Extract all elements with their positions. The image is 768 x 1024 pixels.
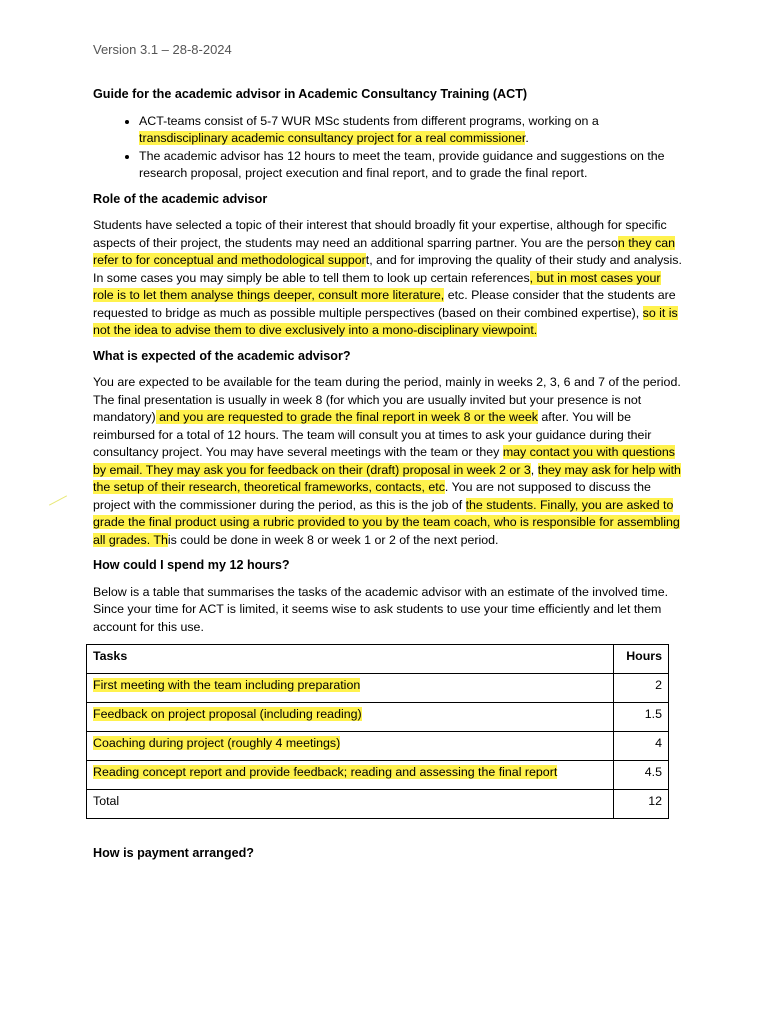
table-header-row [87, 645, 669, 674]
bullet-item: • ACT-teams consist of 5-7 WUR MSc students from different programs, working on a transdisciplinary academic consultancy project for a real commissioner. [139, 113, 683, 148]
document-title: Guide for the academic advisor in Academic Consultancy Training (ACT) [93, 87, 528, 101]
task-cell: First meeting with the team including preparation [87, 674, 614, 703]
tasks-table [86, 644, 669, 819]
table-row [87, 674, 669, 703]
section-heading-payment: How is payment arranged? [93, 846, 254, 860]
highlight: transdisciplinary academic consultancy project for a real commissioner [139, 131, 526, 145]
document-body [93, 86, 683, 872]
highlight: so it is not the idea to advise them to dive exclusively into a mono-disciplinary viewpoint. [93, 305, 678, 337]
highlight: they may ask for help with the setup of their research, theoretical frameworks, contacts, etc [93, 462, 681, 494]
table-row [87, 703, 669, 732]
section-heading-role: Role of the academic advisor [93, 191, 268, 206]
expected-paragraph: You are expected to be available for the team during the period, mainly in weeks 2, 3, 6 and 7 of the period. The final presentation is usually in week 8 (for which you are usually invited but your presence is not mandatory) and you are requested to grade the final report in week 8 or the week after. You will be reimbursed for a total of 12 hours. The team will consult you at times to ask your guidance during their consultancy project. You may have several meetings with the team or they may contact you with questions by email. They may ask you for feedback on their (draft) proposal in week 2 or 3, they may ask for help with the setup of their research, theoretical frameworks, contacts, etc. You are not supposed to discuss the project with the commissioner during the period, as this is the job of the students. Finally, you are asked to grade the final product using a rubric provided to you by the team coach, who is responsible for assembling all grades. This could be done in week 8 or week 1 or 2 of the next period. [93, 375, 681, 547]
highlight: the students. Finally, you are asked to grade the final product using a rubric provided to you by the team coach, who is responsible for assembling all grades. Th [93, 497, 680, 547]
hours-cell: 2 [614, 674, 669, 703]
section-heading-spend: How could I spend my 12 hours? [93, 558, 290, 572]
section-heading-expected: What is expected of the academic advisor? [93, 348, 351, 363]
spacer [93, 819, 683, 845]
hours-cell: 1.5 [614, 703, 669, 732]
total-hours-cell: 12 [614, 790, 669, 819]
intro-bullet-list [93, 113, 683, 183]
hours-cell: 4.5 [614, 761, 669, 790]
pen-mark [49, 495, 67, 505]
bullet-item: • The academic advisor has 12 hours to meet the team, provide guidance and suggestions on the research proposal, project execution and final report, and to grade the final report. [139, 148, 683, 183]
task-cell: Coaching during project (roughly 4 meetings) [87, 732, 614, 761]
table-row [87, 732, 669, 761]
column-header-hours: Hours [614, 645, 669, 674]
task-cell: Reading concept report and provide feedback; reading and assessing the final report [87, 761, 614, 790]
highlight: n they can refer to for conceptual and methodological suppor [93, 235, 676, 267]
total-label-cell: Total [87, 790, 614, 819]
spend-intro-paragraph: Below is a table that summarises the tasks of the academic advisor with an estimate of the involved time. Since your time for ACT is limited, it seems wise to ask students to use your time efficiently and let them account for this use. [93, 584, 669, 634]
highlight: , but in most cases your role is to let them analyse things deeper, consult more literature, [93, 270, 661, 302]
table-row [87, 761, 669, 790]
column-header-tasks: Tasks [87, 645, 614, 674]
table-total-row [87, 790, 669, 819]
highlight: may contact you with questions by email. They may ask you for feedback on their (draft) proposal in week 2 or 3 [93, 445, 675, 477]
highlight: and you are requested to grade the final report in week 8 or the week [155, 410, 538, 424]
hours-cell: 4 [614, 732, 669, 761]
role-paragraph: Students have selected a topic of their interest that should broadly fit your expertise, although for specific aspects of their project, the students may need an additional sparring partner. You are the person they can refer to for conceptual and methodological support, and for improving the quality of their study and analysis. In some cases you may simply be able to tell them to look up certain references, but in most cases your role is to let them analyse things deeper, consult more literature, etc. Please consider that the students are requested to bridge as much as possible multiple perspectives (based on their combined expertise), so it is not the idea to advise them to dive exclusively into a mono-disciplinary viewpoint. [93, 218, 682, 337]
version-label: Version 3.1 – 28-8-2024 [93, 42, 232, 57]
task-cell: Feedback on project proposal (including reading) [87, 703, 614, 732]
